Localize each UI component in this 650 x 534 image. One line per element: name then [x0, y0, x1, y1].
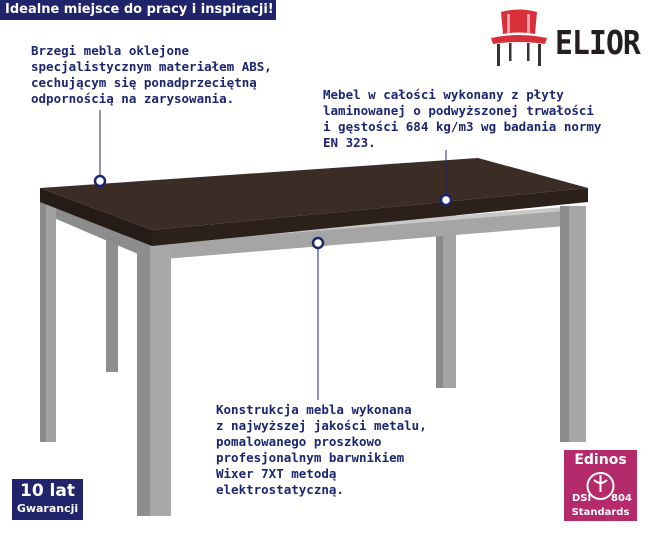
annotation-frame: Konstrukcja mebla wykonana z najwyższej jakości metalu, pomalowanego proszkowo profesjonalnym barwnikiem Wixer 7XT metodą elektrostatyczną. — [216, 402, 427, 497]
annotation-edges: Brzegi mebla oklejone specjalistycznym materiałem ABS, cechującym się ponadprzeciętną odpornością na zarysowania. — [31, 43, 272, 106]
brand-logo-text: ELIOR — [555, 23, 640, 62]
warranty-badge — [12, 479, 83, 520]
annotation-board: Mebel w całości wykonany z płyty laminowanej o podwyższonej trwałości i gęstości 684 kg/m3 wg badania normy EN 323. — [323, 87, 602, 150]
certificate-left: DSI — [572, 493, 592, 504]
certificate-label: Standards — [571, 507, 630, 518]
board-marker-dot — [441, 195, 451, 205]
frame-marker-dot — [313, 238, 323, 248]
certificate-emblem-icon — [564, 470, 637, 504]
certificate-right: 804 — [611, 493, 632, 504]
warranty-years: 10 lat — [19, 481, 75, 501]
certificate-brand: Edinos — [574, 452, 627, 468]
edges-marker-dot — [95, 176, 105, 186]
warranty-label: Gwarancji — [16, 502, 79, 515]
edinos-certificate-badge — [564, 450, 637, 521]
headline-banner: Idealne miejsce do pracy i inspiracji! — [0, 0, 276, 20]
